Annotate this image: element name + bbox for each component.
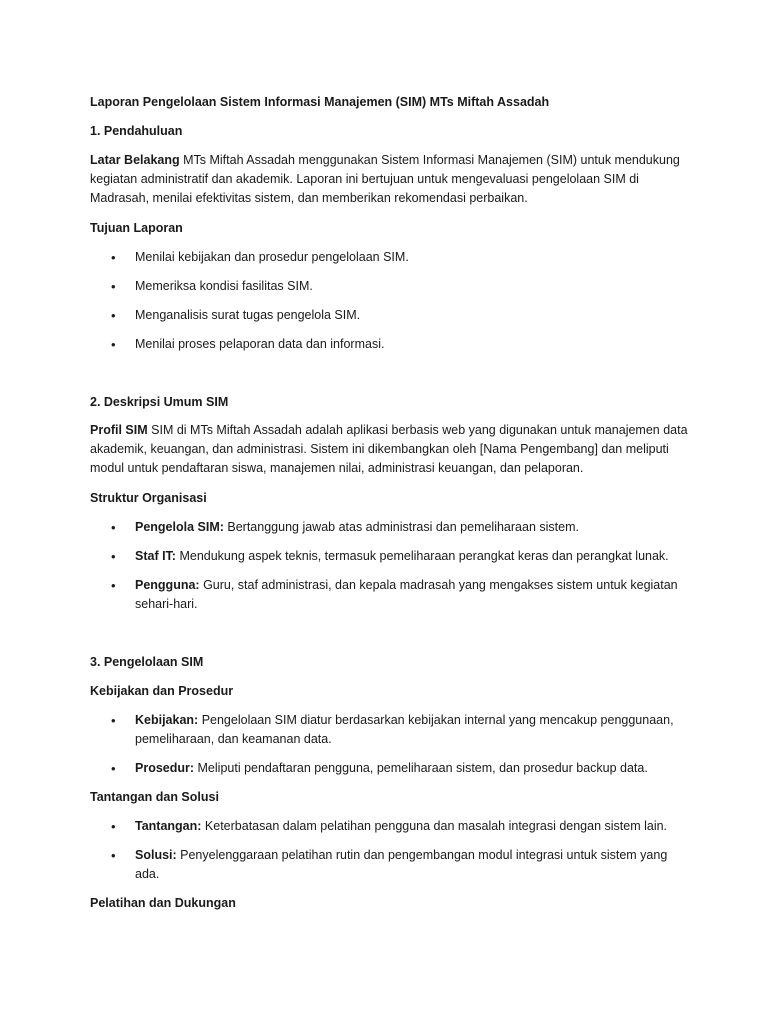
policy-item	[135, 711, 680, 749]
bullet-icon: •	[111, 337, 116, 352]
bullet-icon: •	[111, 250, 116, 265]
training-heading: Pelatihan dan Dukungan	[90, 896, 236, 910]
policy-item-text: Meliputi pendaftaran pengguna, pemeliharaan sistem, dan prosedur backup data.	[194, 761, 648, 775]
bullet-icon: •	[111, 713, 116, 728]
profile-label: Profil SIM	[90, 423, 148, 437]
background-paragraph	[90, 151, 690, 208]
section-heading-deskripsi: 2. Deskripsi Umum SIM	[90, 395, 229, 409]
org-item-text: Guru, staf administrasi, dan kepala madrasah yang mengakses sistem untuk kegiatan sehari-hari.	[135, 578, 678, 611]
org-item	[135, 547, 680, 566]
section-heading-pengelolaan: 3. Pengelolaan SIM	[90, 655, 204, 669]
document-title: Laporan Pengelolaan Sistem Informasi Manajemen (SIM) MTs Miftah Assadah	[90, 95, 550, 109]
profile-text: SIM di MTs Miftah Assadah adalah aplikasi berbasis web yang digunakan untuk manajemen data akademik, keuangan, dan administrasi. Sistem ini dikembangkan oleh [Nama Pengembang] dan meliputi modul untuk pendaftaran siswa, manajemen nilai, administrasi keuangan, dan pelaporan.	[90, 423, 688, 475]
purpose-item: Memeriksa kondisi fasilitas SIM.	[135, 279, 313, 293]
bullet-icon: •	[111, 308, 116, 323]
background-text: MTs Miftah Assadah menggunakan Sistem Informasi Manajemen (SIM) untuk mendukung kegiatan administratif dan akademik. Laporan ini bertujuan untuk mengevaluasi pengelolaan SIM di Madrasah, menilai efektivitas sistem, dan memberikan rekomendasi perbaikan.	[90, 153, 680, 205]
org-item-label: Pengguna:	[135, 578, 200, 592]
bullet-icon: •	[111, 819, 116, 834]
policy-item-label: Kebijakan:	[135, 713, 199, 727]
org-item	[135, 576, 680, 614]
org-item-label: Staf IT:	[135, 549, 176, 563]
challenge-item-text: Keterbatasan dalam pelatihan pengguna dan masalah integrasi dengan sistem lain.	[201, 819, 668, 833]
bullet-icon: •	[111, 848, 116, 863]
bullet-icon: •	[111, 578, 116, 593]
challenge-item	[135, 846, 680, 884]
purpose-item: Menilai kebijakan dan prosedur pengelolaan SIM.	[135, 250, 409, 264]
purpose-heading: Tujuan Laporan	[90, 221, 183, 235]
challenge-item-label: Tantangan:	[135, 819, 202, 833]
org-item-label: Pengelola SIM:	[135, 520, 224, 534]
policy-item	[135, 759, 680, 778]
bullet-icon: •	[111, 279, 116, 294]
profile-paragraph	[90, 421, 690, 478]
challenge-item-text: Penyelenggaraan pelatihan rutin dan pengembangan modul integrasi untuk sistem yang ada.	[135, 848, 668, 881]
challenge-item	[135, 817, 680, 836]
bullet-icon: •	[111, 549, 116, 564]
challenge-item-label: Solusi:	[135, 848, 177, 862]
bullet-icon: •	[111, 761, 116, 776]
purpose-item: Menganalisis surat tugas pengelola SIM.	[135, 308, 361, 322]
challenge-heading: Tantangan dan Solusi	[90, 790, 219, 804]
purpose-item: Menilai proses pelaporan data dan informasi.	[135, 337, 385, 351]
section-heading-pendahuluan: 1. Pendahuluan	[90, 124, 183, 138]
org-item-text: Mendukung aspek teknis, termasuk pemeliharaan perangkat keras dan perangkat lunak.	[175, 549, 669, 563]
org-heading: Struktur Organisasi	[90, 491, 207, 505]
policy-item-label: Prosedur:	[135, 761, 195, 775]
policy-item-text: Pengelolaan SIM diatur berdasarkan kebijakan internal yang mencakup penggunaan, pemeliharaan, dan keamanan data.	[135, 713, 674, 746]
bullet-icon: •	[111, 520, 116, 535]
org-item-text: Bertanggung jawab atas administrasi dan pemeliharaan sistem.	[223, 520, 579, 534]
org-item	[135, 518, 680, 537]
policy-heading: Kebijakan dan Prosedur	[90, 684, 234, 698]
background-label: Latar Belakang	[90, 153, 180, 167]
